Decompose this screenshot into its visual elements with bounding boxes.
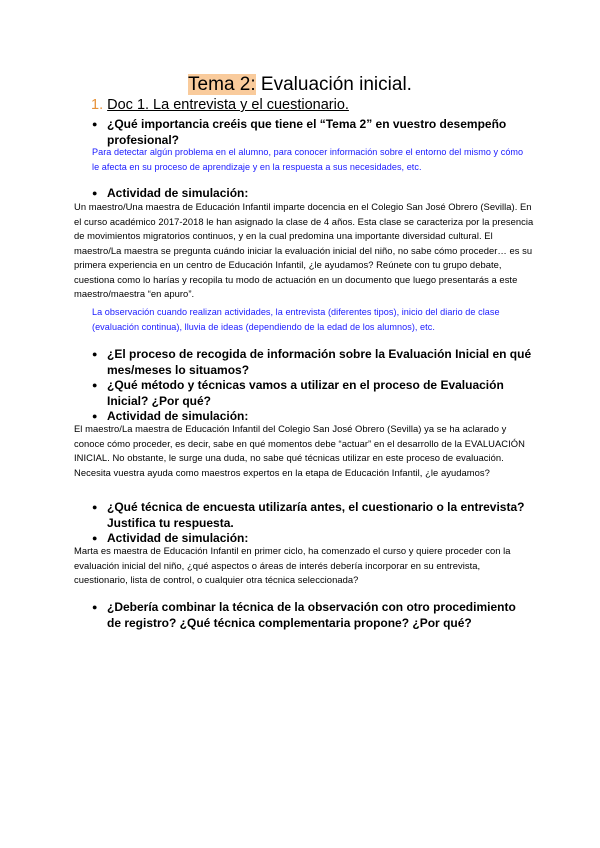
bullet-icon: ●: [92, 119, 98, 129]
question-bullet: [92, 377, 532, 409]
bullet-icon: ●: [92, 380, 98, 390]
title-highlight: Tema 2:: [188, 74, 256, 95]
question-text: ¿Qué técnica de encuesta utilizaría antes, el cuestionario o la entrevista? Justifica tu respuesta.: [107, 500, 525, 530]
bullet-icon: ●: [92, 188, 98, 198]
answer-text: La observación cuando realizan actividades, la entrevista (diferentes tipos), inicio del diario de clase (evaluación continua), lluvia de ideas (dependiendo de la edad de los alumnos), etc.: [92, 307, 500, 332]
activity-paragraph: Marta es maestra de Educación Infantil en primer ciclo, ha comenzado el curso y quiere proceder con la evaluación inicial del niño, ¿qué aspectos o áreas de interés debería incorporar en su entrevista, cuestionario, lista de control, o cualquier otra técnica seleccionada?: [74, 545, 511, 585]
section-number: 1.: [91, 97, 104, 113]
bullet-icon: ●: [92, 602, 98, 612]
bullet-icon: ●: [92, 411, 98, 421]
answer-text: Para detectar algún problema en el alumno, para conocer información sobre el entorno del mismo y cómo le afecta en su proceso de aprendizaje y en la respuesta a sus necesidades, etc.: [92, 147, 524, 172]
activity-label: Actividad de simulación:: [107, 186, 249, 200]
activity-heading: [92, 185, 532, 201]
question-bullet: [92, 346, 532, 378]
question-text: ¿Debería combinar la técnica de la observación con otro procedimiento de registro? ¿Qué técnica complementaria propone? ¿Por qué?: [107, 600, 516, 630]
page-title: [0, 73, 600, 97]
question-bullet: [92, 499, 532, 531]
question-text: ¿El proceso de recogida de información sobre la Evaluación Inicial en qué mes/meses lo situamos?: [107, 347, 532, 377]
question-text: ¿Qué importancia creéis que tiene el “Tema 2” en vuestro desempeño profesional?: [107, 117, 507, 147]
bullet-icon: ●: [92, 533, 98, 543]
question-text: ¿Qué método y técnicas vamos a utilizar en el proceso de Evaluación Inicial? ¿Por qué?: [107, 378, 504, 408]
question-bullet: [92, 599, 532, 631]
title-rest: Evaluación inicial.: [255, 74, 412, 95]
activity-paragraph: Un maestro/Una maestra de Educación Infantil imparte docencia en el Colegio San José Obrero (Sevilla). En el curso académico 2017-2018 le han asignado la clase de 4 años. Esta clase se caracteriza por la presencia de movimientos migratorios continuos, y en la cual predomina una importante diversidad cultural. El maestro/La maestra se pregunta cuándo iniciar la evaluación inicial del niño, no sabe cómo proceder… es su primera experiencia en un centro de Educación Infantil, ¿le ayudamos? Reúnete con tu grupo debate, cuestiona como lo harías y recopila tu modo de actuación en un documento que luego presentarás a este maestro/maestra “en apuro”.: [74, 201, 534, 299]
activity-paragraph: El maestro/La maestra de Educación Infantil del Colegio San José Obrero (Sevilla) ya se ha aclarado y conoce cómo proceder, es decir, sabe en qué momentos debe “actuar” en el desarrollo de la EVALUACIÓN INICIAL. No obstante, le surge una duda, no sabe qué técnicas utilizar en este proceso de evaluación. Necesita vuestra ayuda como maestros expertos en la etapa de Educación Infantil, ¿le ayudamos?: [74, 423, 525, 478]
question-bullet: [92, 116, 532, 148]
section-heading: [91, 96, 349, 114]
section-title: Doc 1. La entrevista y el cuestionario.: [107, 97, 349, 113]
bullet-icon: ●: [92, 502, 98, 512]
activity-label: Actividad de simulación:: [107, 409, 249, 423]
bullet-icon: ●: [92, 349, 98, 359]
activity-label: Actividad de simulación:: [107, 531, 249, 545]
